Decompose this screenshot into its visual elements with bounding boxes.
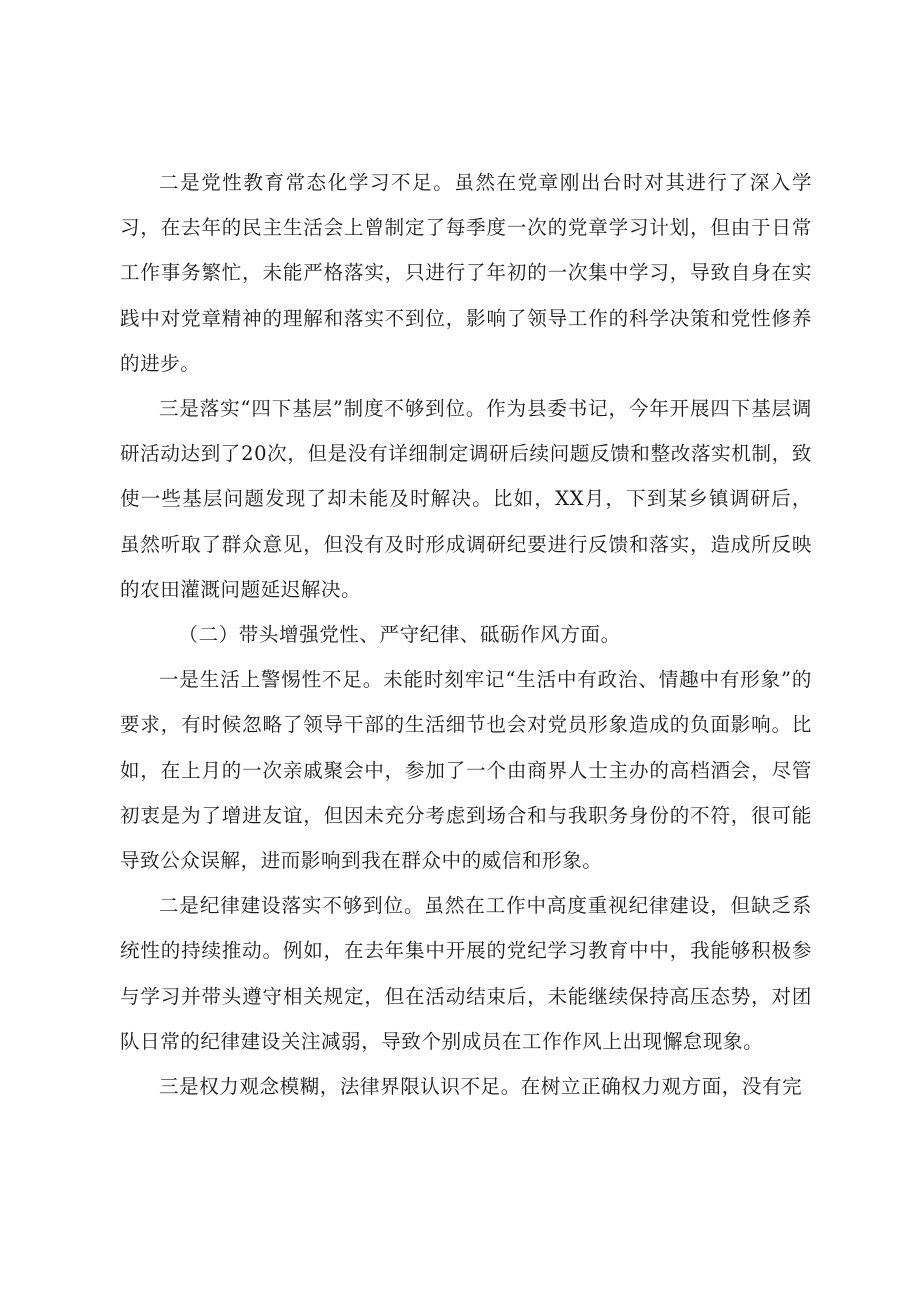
paragraph-life-vigilance: 一是生活上警惕性不足。未能时刻牢记“生活中有政治、情趣中有形象”的要求，有时候忽略了领导干部的生活细节也会对党员形象造成的负面影响。比如，在上月的一次亲戚聚会中，参加了一个由商界人士主办的高档酒会，尽管初衷是为了增进友谊，但因未充分考虑到场合和与我职务身份的不符，很可能导致公众误解，进而影响到我在群众中的威信和形象。: [120, 668, 812, 873]
paragraph-four-down-to-grassroots: 三是落实“四下基层”制度不够到位。作为县委书记，今年开展四下基层调研活动达到了20次，但是没有详细制定调研后续问题反馈和整改落实机制，致使一些基层问题发现了却未能及时解决。比如，XX月，下到某乡镇调研后，虽然听取了群众意见，但没有及时形成调研纪要进行反馈和落实，造成所反映的农田灌溉问题延迟解决。: [120, 397, 812, 601]
paragraph-discipline-building: 二是纪律建设落实不够到位。虽然在工作中高度重视纪律建设，但缺乏系统性的持续推动。例如，在去年集中开展的党纪学习教育中中，我能够积极参与学习并带头遵守相关规定，但在活动结束后，未能继续保持高压态势，对团队日常的纪律建设关注减弱，导致个别成员在工作作风上出现懈怠现象。: [120, 894, 812, 1053]
paragraph-power-concept: 三是权力观念模糊，法律界限认识不足。在树立正确权力观方面，没有完: [159, 1075, 803, 1099]
paragraph-party-education: 二是党性教育常态化学习不足。虽然在党章刚出台时对其进行了深入学习，在去年的民主生活会上曾制定了每季度一次的党章学习计划，但由于日常工作事务繁忙，未能严格落实，只进行了年初的一次集中学习，导致自身在实践中对党章精神的理解和落实不到位，影响了领导工作的科学决策和党性修养的进步。: [120, 171, 812, 375]
section-heading-party-spirit-discipline: （二）带头增强党性、严守纪律、砥砺作风方面。: [178, 623, 621, 647]
document-body: [120, 160, 812, 1109]
